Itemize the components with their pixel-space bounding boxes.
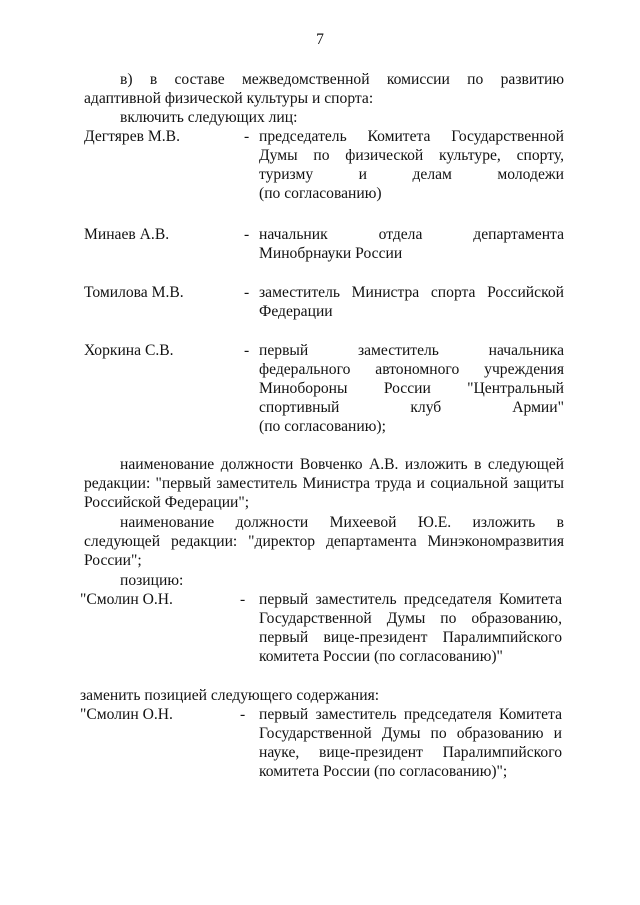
old-position-line: комитета России (по согласованию)" [259, 648, 503, 665]
member-dash: - [244, 226, 250, 243]
member-name-minaev: Минаев А.В. [84, 226, 170, 243]
old-position-line: первый вице-президент Паралимпийского [259, 629, 562, 646]
member-dash: - [244, 284, 250, 301]
old-position-dash: - [240, 591, 246, 608]
new-position-name: "Смолин О.Н. [80, 706, 173, 723]
para-mikheeva-line: России"; [84, 552, 142, 569]
new-position-line: первый заместитель председателя Комитета [259, 706, 562, 723]
member-name-khorkina: Хоркина С.В. [84, 342, 174, 359]
new-position-line: комитета России (по согласованию)"; [259, 763, 508, 780]
member-position-line: первый заместитель начальника [259, 342, 564, 359]
member-position-line: (по согласованию) [259, 185, 382, 202]
para-vovchenko-line: редакции: "первый заместитель Министра труда и социальной защиты [84, 475, 564, 492]
member-dash: - [244, 342, 250, 359]
member-position-line: Минобрнауки России [259, 245, 403, 262]
member-dash: - [244, 128, 250, 145]
member-position-line: (по согласованию); [259, 418, 386, 435]
section-v-line-1: в) в составе межведомственной комиссии по развитию [120, 71, 564, 88]
page-number: 7 [316, 31, 324, 48]
para-mikheeva-line: наименование должности Михеевой Ю.Е. изложить в [120, 514, 564, 531]
member-name-tomilova: Томилова М.В. [84, 284, 184, 301]
new-position-line: науке, вице-президент Паралимпийского [259, 744, 562, 761]
member-position-line: туризму и делам молодежи [259, 166, 564, 183]
old-position-line: первый заместитель председателя Комитета [259, 591, 562, 608]
member-position-line: заместитель Министра спорта Российской [259, 284, 564, 301]
para-vovchenko-line: Российской Федерации"; [84, 494, 250, 511]
member-position-line: федерального автономного учреждения [259, 361, 564, 378]
member-name-degtyarev: Дегтярев М.В. [84, 128, 180, 145]
member-position-line: спортивный клуб Армии" [259, 399, 564, 416]
member-position-line: Думы по физической культуре, спорту, [259, 147, 564, 164]
replace-label: заменить позицией следующего содержания: [80, 687, 380, 704]
para-mikheeva-line: следующей редакции: "директор департамента Минэкономразвития [84, 533, 564, 550]
member-position-line: Федерации [259, 303, 333, 320]
section-v-line-2: адаптивной физической культуры и спорта: [84, 90, 374, 107]
member-position-line: начальник отдела департамента [259, 226, 564, 243]
old-position-name: "Смолин О.Н. [80, 591, 173, 608]
position-label: позицию: [120, 572, 184, 589]
para-vovchenko-line: наименование должности Вовченко А.В. изложить в следующей [120, 456, 564, 473]
new-position-line: Государственной Думы по образованию и [259, 725, 562, 742]
old-position-line: Государственной Думы по образованию, [259, 610, 562, 627]
member-position-line: Минобороны России "Центральный [259, 380, 564, 397]
section-v-line-3: включить следующих лиц: [120, 109, 298, 126]
member-position-line: председатель Комитета Государственной [259, 128, 564, 145]
new-position-dash: - [240, 706, 246, 723]
